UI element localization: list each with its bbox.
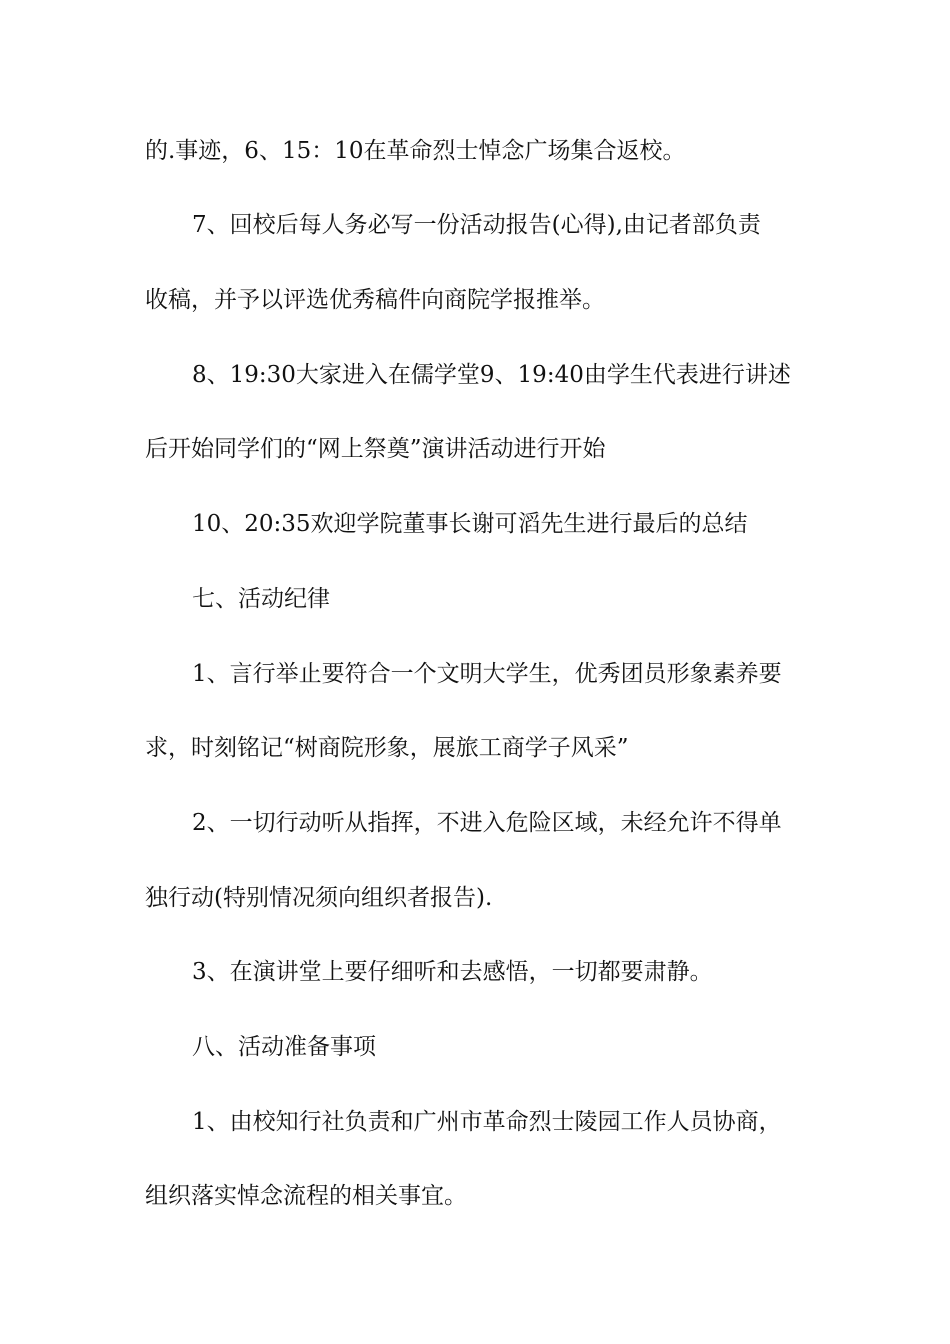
paragraph-line-9: 求，时刻铭记“树商院形象，展旅工商学子风采” bbox=[145, 735, 629, 761]
paragraph-line-6: 10、20:35欢迎学院董事长谢可滔先生进行最后的总结 bbox=[192, 511, 748, 537]
section-heading-discipline: 七、活动纪律 bbox=[192, 586, 330, 612]
paragraph-line-10: 2、一切行动听从指挥，不进入危险区域，未经允许不得单 bbox=[192, 810, 782, 836]
paragraph-line-3: 收稿，并予以评选优秀稿件向商院学报推举。 bbox=[145, 287, 605, 313]
paragraph-line-1: 的.事迹，6、15：10在革命烈士悼念广场集合返校。 bbox=[145, 138, 686, 164]
paragraph-line-12: 3、在演讲堂上要仔细听和去感悟，一切都要肃静。 bbox=[192, 959, 713, 985]
section-heading-preparation: 八、活动准备事项 bbox=[192, 1034, 376, 1060]
paragraph-line-2: 7、回校后每人务必写一份活动报告(心得),由记者部负责 bbox=[192, 212, 761, 238]
paragraph-line-8: 1、言行举止要符合一个文明大学生，优秀团员形象素养要 bbox=[192, 661, 782, 687]
paragraph-line-4: 8、19:30大家进入在儒学堂9、19:40由学生代表进行讲述 bbox=[192, 362, 791, 388]
paragraph-line-5: 后开始同学们的“网上祭奠”演讲活动进行开始 bbox=[145, 436, 606, 462]
paragraph-line-15: 组织落实悼念流程的相关事宜。 bbox=[145, 1183, 467, 1209]
paragraph-line-11: 独行动(特别情况须向组织者报告). bbox=[145, 885, 493, 911]
paragraph-line-14: 1、由校知行社负责和广州市革命烈士陵园工作人员协商， bbox=[192, 1109, 782, 1135]
